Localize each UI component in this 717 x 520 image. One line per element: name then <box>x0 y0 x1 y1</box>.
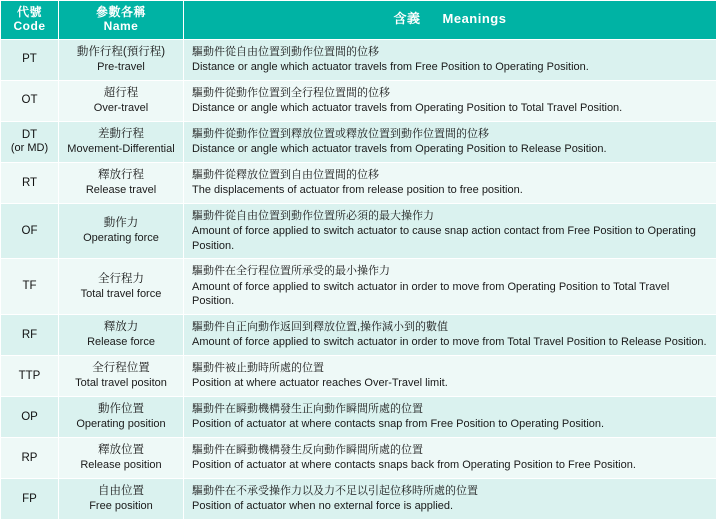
name-en: Release force <box>87 336 155 349</box>
code-text: FP <box>22 492 37 505</box>
cell-meaning <box>184 203 717 259</box>
header-row <box>1 1 717 40</box>
header-meanings-cn: 含義 <box>393 11 421 27</box>
header-name <box>59 1 184 40</box>
name-en: Operating position <box>76 418 166 431</box>
table-row <box>1 39 717 80</box>
name-cn: 超行程 <box>103 87 139 100</box>
cell-name <box>59 162 184 203</box>
meaning-en: Position of actuator at where contacts snap from Free Position to Operating Position. <box>192 418 605 431</box>
meaning-en: Amount of force applied to switch actuator to cause snap action contact from Free Position to Operating Position. <box>192 225 696 252</box>
cell-meaning <box>184 121 717 162</box>
meaning-en: The displacements of actuator from release position to free position. <box>192 184 523 197</box>
table-row <box>1 355 717 396</box>
table-row <box>1 259 717 315</box>
cell-code <box>1 478 59 519</box>
header-code-cn: 代號 <box>16 5 42 19</box>
meaning-en: Position of actuator at where contacts snaps back from Operating Position to Free Position. <box>192 459 636 472</box>
meaning-en: Position at where actuator reaches Over-Travel limit. <box>192 377 448 390</box>
meaning-cn: 驅動件在全行程位置所承受的最小操作力 <box>192 265 390 278</box>
code-text: TTP <box>18 369 41 382</box>
name-cn: 釋放行程 <box>98 169 144 182</box>
header-name-cn: 參數各稱 <box>95 5 146 19</box>
name-cn: 全行程力 <box>98 272 144 285</box>
cell-name <box>59 39 184 80</box>
meaning-cn: 驅動件從自由位置到動作位置所必須的最大操作力 <box>192 209 434 222</box>
meaning-cn: 驅動件被止動時所處的位置 <box>192 361 324 374</box>
table-row <box>1 314 717 355</box>
code-text: OP <box>21 410 38 423</box>
name-cn: 釋放力 <box>103 321 139 334</box>
table-row <box>1 80 717 121</box>
meaning-cn: 驅動件從動作位置到釋放位置或釋放位置到動作位置間的位移 <box>192 127 489 140</box>
cell-meaning <box>184 39 717 80</box>
cell-code <box>1 437 59 478</box>
cell-name <box>59 396 184 437</box>
meaning-cn: 驅動件在瞬動機構發生正向動作瞬間所處的位置 <box>192 402 423 415</box>
table-row <box>1 203 717 259</box>
header-code <box>1 1 59 40</box>
code-text: OT <box>21 94 38 107</box>
cell-name <box>59 355 184 396</box>
meaning-cn: 驅動件在不承受操作力以及力不足以引起位移時所處的位置 <box>192 484 478 497</box>
meaning-en: Distance or angle which actuator travels from Operating Position to Total Travel Position. <box>192 102 623 115</box>
code-text: RT <box>21 176 38 189</box>
cell-meaning <box>184 437 717 478</box>
cell-meaning <box>184 478 717 519</box>
code-text: DT <box>21 128 38 141</box>
cell-name <box>59 437 184 478</box>
meaning-en: Amount of force applied to switch actuator in order to move from Operating Position to Total Travel Position. <box>192 280 670 308</box>
name-cn: 動作力 <box>103 217 139 230</box>
name-en: Operating force <box>83 232 159 245</box>
cell-code <box>1 80 59 121</box>
header-name-en: Name <box>103 18 139 33</box>
cell-code <box>1 121 59 162</box>
meaning-cn: 驅動件在瞬動機構發生反向動作瞬間所處的位置 <box>192 443 423 456</box>
name-en: Release position <box>80 459 162 472</box>
code-text: RP <box>21 451 38 464</box>
name-en: Free position <box>89 500 153 513</box>
table-row <box>1 396 717 437</box>
table-row <box>1 478 717 519</box>
table-row <box>1 162 717 203</box>
cell-meaning <box>184 259 717 315</box>
cell-code <box>1 314 59 355</box>
cell-meaning <box>184 162 717 203</box>
cell-code <box>1 203 59 259</box>
name-en: Over-travel <box>93 101 149 114</box>
meaning-cn: 驅動件從自由位置到動作位置間的位移 <box>192 45 379 58</box>
cell-code <box>1 162 59 203</box>
name-cn: 動作行程(預行程) <box>76 45 166 58</box>
cell-name <box>59 314 184 355</box>
meaning-cn: 驅動件從釋放位置到自由位置間的位移 <box>192 168 379 181</box>
cell-meaning <box>184 80 717 121</box>
table-header <box>1 1 717 40</box>
meaning-en: Distance or angle which actuator travels from Operating Position to Release Position. <box>192 143 607 156</box>
code-text: OF <box>21 224 38 237</box>
cell-code <box>1 355 59 396</box>
table-row <box>1 437 717 478</box>
cell-name <box>59 121 184 162</box>
name-en: Total travel positon <box>75 377 167 390</box>
meaning-en: Distance or angle which actuator travels from Free Position to Operating Position. <box>192 61 589 74</box>
code-text: TF <box>22 280 37 293</box>
name-cn: 差動行程 <box>98 128 144 141</box>
cell-name <box>59 203 184 259</box>
table-row <box>1 121 717 162</box>
cell-name <box>59 259 184 315</box>
name-en: Pre-travel <box>97 60 145 73</box>
cell-meaning <box>184 396 717 437</box>
meaning-en: Amount of force applied to switch actuator in order to move from Total Travel Position to Release Position. <box>192 336 707 349</box>
name-cn: 自由位置 <box>98 485 144 498</box>
code-text: RF <box>21 328 38 341</box>
name-en: Movement-Differential <box>67 142 175 155</box>
name-cn: 全行程位置 <box>92 362 150 375</box>
name-cn: 釋放位置 <box>98 444 144 457</box>
name-en: Total travel force <box>80 287 162 300</box>
cell-name <box>59 80 184 121</box>
name-cn: 動作位置 <box>98 403 144 416</box>
cell-meaning <box>184 314 717 355</box>
meaning-cn: 驅動件從動作位置到全行程位置間的位移 <box>192 86 390 99</box>
header-code-en: Code <box>13 18 46 33</box>
code-subtext: (or MD) <box>10 141 49 154</box>
meaning-en: Position of actuator when no external force is applied. <box>192 500 454 513</box>
header-meanings-en: Meanings <box>442 11 507 27</box>
name-en: Release travel <box>85 184 157 197</box>
cell-meaning <box>184 355 717 396</box>
table-body <box>1 39 717 519</box>
meaning-cn: 驅動件自正向動作返回到釋放位置,操作減小到的數值 <box>192 320 449 333</box>
cell-code <box>1 39 59 80</box>
cell-code <box>1 396 59 437</box>
cell-code <box>1 259 59 315</box>
code-text: PT <box>22 53 37 66</box>
cell-name <box>59 478 184 519</box>
header-meanings <box>184 1 717 40</box>
